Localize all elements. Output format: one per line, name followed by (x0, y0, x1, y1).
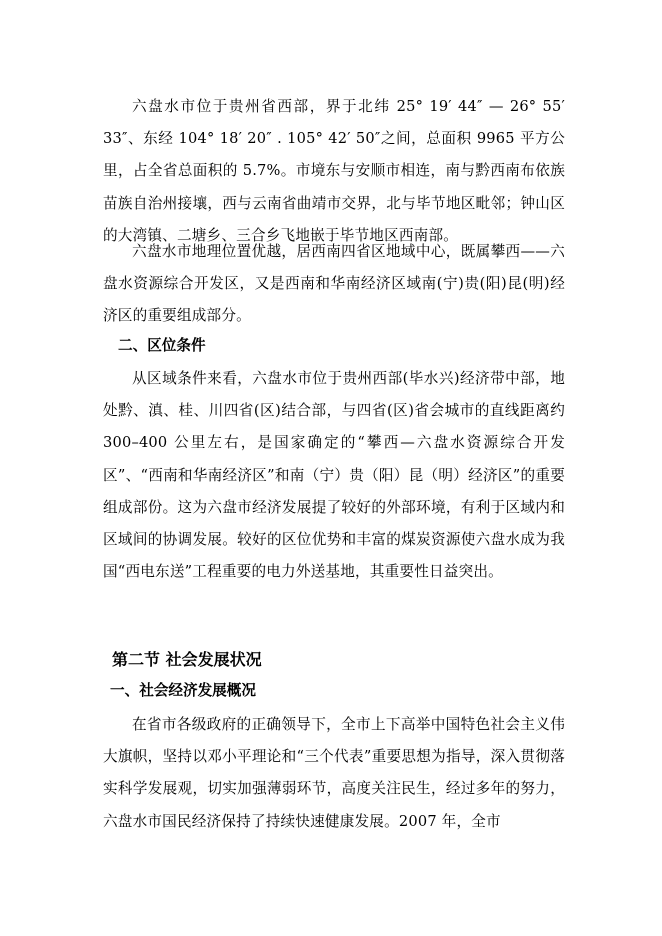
paragraph-geographic-advantage: 六盘水市地理位置优越，居西南四省区地域中心，既属攀西——六盘水资源综合开发区，又是西南和华南经济区域南(宁)贵(阳)昆(明)经济区的重要组成部分。 (103, 243, 565, 325)
heading-socioeconomic-overview: 一、社会经济发展概况 (110, 682, 256, 699)
paragraph-economic-development: 在省市各级政府的正确领导下，全市上下高举中国特色社会主义伟大旗帜，坚持以邓小平理论和“三个代表”重要思想为指导，深入贯彻落实科学发展观，切实加强薄弱环节，高度关注民生，经过多年的努力，六盘水市国民经济保持了持续快速健康发展。2007 年，全市 (103, 716, 565, 830)
heading-section-social-development: 第二节 社会发展状况 (112, 650, 262, 669)
heading-location-conditions: 二、区位条件 (118, 337, 206, 354)
paragraph-location-coordinates: 六盘水市位于贵州省西部，界于北纬 25° 19′ 44″ — 26° 55′ 33″、东经 104° 18′ 20″ . 105° 42′ 50″之间，总面积 9965 平方公里，占全省总面积的 5.7%。市境东与安顺市相连，南与黔西南布依族苗族自治州接壤，西与云南省曲靖市交界，北与毕节地区毗邻；钟山区的大湾镇、二塘乡、三合乡飞地嵌于毕节地区西南部。 (103, 98, 565, 244)
paragraph-regional-conditions: 从区域条件来看，六盘水市位于贵州西部(毕水兴)经济带中部，地处黔、滇、桂、川四省(区)结合部，与四省(区)省会城市的直线距离约 300–400 公里左右，是国家确定的“攀西—六盘水资源综合开发区”、“西南和华南经济区”和南（宁）贵（阳）昆（明）经济区”的重要组成部份。这为六盘市经济发展提了较好的外部环境，有利于区域内和区域间的协调发展。较好的区位优势和丰富的煤炭资源使六盘水成为我国“西电东送”工程重要的电力外送基地，其重要性日益突出。 (103, 370, 565, 581)
